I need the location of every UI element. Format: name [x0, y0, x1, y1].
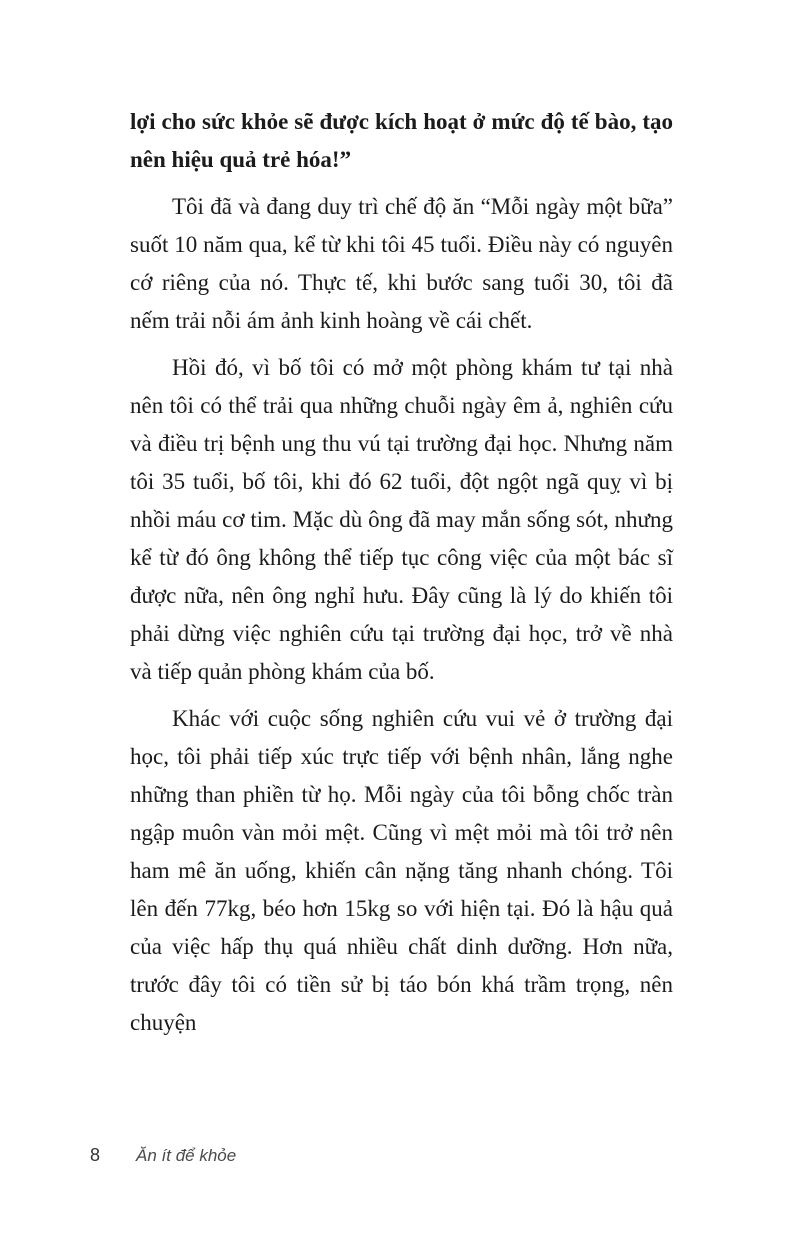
page-footer [90, 1145, 236, 1166]
paragraph: Tôi đã và đang duy trì chế độ ăn “Mỗi ngày một bữa” suốt 10 năm qua, kể từ khi tôi 45 tuổi. Điều này có nguyên cớ riêng của nó. Thực tế, khi bước sang tuổi 30, tôi đã nếm trải nỗi ám ảnh kinh hoàng về cái chết. [130, 194, 673, 333]
page-content [130, 103, 673, 1051]
page-number: 8 [90, 1145, 101, 1165]
paragraph: Hồi đó, vì bố tôi có mở một phòng khám tư tại nhà nên tôi có thể trải qua những chuỗi ngày êm ả, nghiên cứu và điều trị bệnh ung thu vú tại trường đại học. Nhưng năm tôi 35 tuổi, bố tôi, khi đó 62 tuổi, đột ngột ngã quỵ vì bị nhồi máu cơ tim. Mặc dù ông đã may mắn sống sót, nhưng kể từ đó ông không thể tiếp tục công việc của một bác sĩ được nữa, nên ông nghỉ hưu. Đây cũng là lý do khiến tôi phải dừng việc nghiên cứu tại trường đại học, trở về nhà và tiếp quản phòng khám của bố. [130, 355, 673, 684]
paragraph: Khác với cuộc sống nghiên cứu vui vẻ ở trường đại học, tôi phải tiếp xúc trực tiếp với bệnh nhân, lắng nghe những than phiền từ họ. Mỗi ngày của tôi bỗng chốc tràn ngập muôn vàn mỏi mệt. Cũng vì mệt mỏi mà tôi trở nên ham mê ăn uống, khiến cân nặng tăng nhanh chóng. Tôi lên đến 77kg, béo hơn 15kg so với hiện tại. Đó là hậu quả của việc hấp thụ quá nhiều chất dinh dưỡng. Hơn nữa, trước đây tôi có tiền sử bị táo bón khá trầm trọng, nên chuyện [130, 706, 673, 1035]
lead-paragraph: lợi cho sức khỏe sẽ được kích hoạt ở mức độ tế bào, tạo nên hiệu quả trẻ hóa!” [130, 109, 673, 172]
running-title: Ăn ít để khỏe [136, 1146, 237, 1165]
